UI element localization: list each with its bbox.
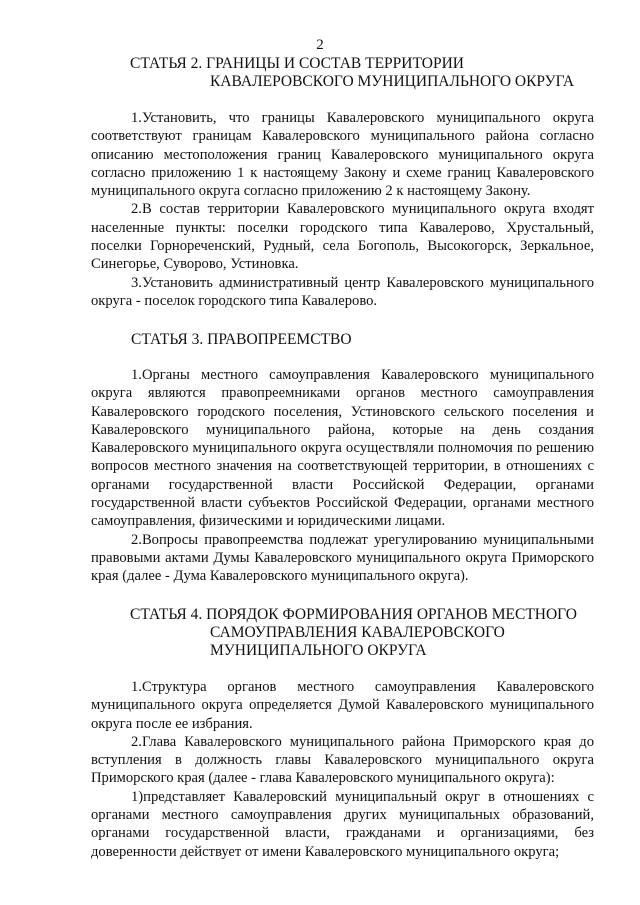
article-2-body <box>91 109 594 310</box>
article-3-paragraph-2: 2.Вопросы правопреемства подлежат урегулированию муниципальными правовыми актами Думы Кавалеровского муниципального округа Приморского края (далее - Дума Кавалеровского муниципального округа). <box>91 531 594 585</box>
article-4-body <box>91 678 594 861</box>
article-2-paragraph-2: 2.В состав территории Кавалеровского муниципального округа входят населенные пункты: поселки городского типа Кавалерово, Хрустальный, поселки Горнореченский, Рудный, села Богополь, Высокогорск, Зеркальное, Синегорье, Суворово, Устиновка. <box>91 201 594 273</box>
article-4-heading-line-3: МУНИЦИПАЛЬНОГО ОКРУГА <box>210 642 427 659</box>
article-2-heading-line-2: КАВАЛЕРОВСКОГО МУНИЦИПАЛЬНОГО ОКРУГА <box>210 73 575 90</box>
article-3-body <box>91 366 594 586</box>
article-4-heading-line-2: САМОУПРАВЛЕНИЯ КАВАЛЕРОВСКОГО <box>210 624 505 641</box>
page-number: 2 <box>316 37 324 53</box>
article-3-paragraph-1: 1.Органы местного самоуправления Кавалеровского муниципального округа являются правопреемниками органов местного самоуправления Кавалеровского городского поселения, Устиновского сельского поселения и Кавалеровского муниципального района, которые на день создания Кавалеровского муниципального округа осуществляли полномочия по решению вопросов местного значения на соответствующей территории, в отношениях с органами государственной власти Российской Федерации, органами государственной власти субъектов Российской Федерации, органами местного самоуправления, физическими и юридическими лицами. <box>91 367 594 530</box>
article-2-paragraph-3: 3.Установить административный центр Кавалеровского муниципального округа - поселок городского типа Кавалерово. <box>91 274 594 309</box>
article-3-heading: СТАТЬЯ 3. ПРАВОПРЕЕМСТВО <box>131 331 352 348</box>
article-4-heading-line-1: СТАТЬЯ 4. ПОРЯДОК ФОРМИРОВАНИЯ ОРГАНОВ МЕСТНОГО <box>130 606 577 623</box>
article-4-paragraph-3: 1)представляет Кавалеровский муниципальный округ в отношениях с органами местного самоуправления других муниципальных образований, органами государственной власти, гражданами и организациями, без доверенности действует от имени Кавалеровского муниципального округа; <box>91 788 594 860</box>
article-2-heading-line-1: СТАТЬЯ 2. ГРАНИЦЫ И СОСТАВ ТЕРРИТОРИИ <box>130 55 464 72</box>
article-2-paragraph-1: 1.Установить, что границы Кавалеровского муниципального округа соответствуют границам Кавалеровского муниципального района согласно описанию местоположения границ Кавалеровского муниципального округа согласно приложению 1 к настоящему Закону и схеме границ Кавалеровского муниципального округа согласно приложению 2 к настоящему Закону. <box>91 110 594 200</box>
article-4-paragraph-1: 1.Структура органов местного самоуправления Кавалеровского муниципального округа определяется Думой Кавалеровского муниципального округа после ее избрания. <box>91 679 594 732</box>
article-4-paragraph-2: 2.Глава Кавалеровского муниципального района Приморского края до вступления в должность главы Кавалеровского муниципального округа Приморского края (далее - глава Кавалеровского муниципального округа): <box>91 733 594 787</box>
